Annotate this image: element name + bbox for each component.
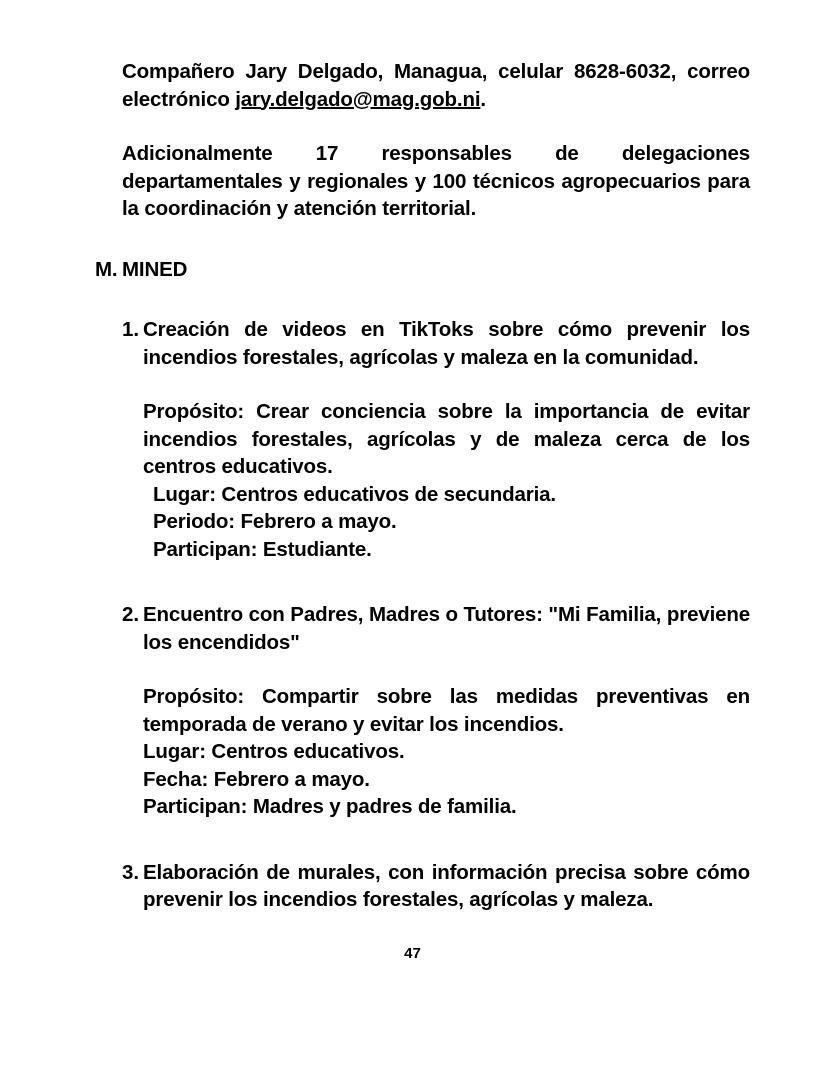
- item-details: [143, 738, 750, 821]
- spacer: [95, 113, 750, 140]
- item-purpose: Propósito: Crear conciencia sobre la importancia de evitar incendios forestales, agrícolas y de maleza cerca de los centros educativos.: [143, 400, 750, 478]
- spacer: [95, 656, 750, 683]
- additional-paragraph: Adicionalmente 17 responsables de delegaciones departamentales y regionales y 100 técnicos agropecuarios para la coordinación y atención territorial.: [122, 142, 750, 220]
- item-purpose: Propósito: Compartir sobre las medidas preventivas en temporada de verano y evitar los incendios.: [143, 685, 750, 736]
- spacer: [95, 283, 750, 316]
- list-item-marker: 3.: [122, 860, 140, 884]
- contact-prefix: correo electrónico: [122, 60, 751, 111]
- contact-line-1: Compañero Jary Delgado, Managua, celular 8628-6032,: [122, 60, 677, 83]
- detail-line-participan: Participan: Estudiante.: [153, 537, 372, 561]
- detail-line-periodo: Periodo: Febrero a mayo.: [153, 510, 397, 533]
- list-item-text: Encuentro con Padres, Madres o Tutores: "Mi Familia, previene los encendidos": [143, 603, 750, 654]
- detail-line-participan: Participan: Madres y padres de familia.: [143, 795, 517, 818]
- list-item-marker: 2.: [122, 603, 140, 626]
- detail-line-lugar: Lugar: Centros educativos.: [143, 740, 405, 763]
- contact-suffix: .: [480, 87, 486, 111]
- section-marker: M.: [95, 257, 118, 281]
- section-heading-mined: [95, 256, 750, 284]
- list-item-text: Elaboración de murales, con información precisa sobre cómo prevenir los incendios forestales, agrícolas y maleza.: [143, 860, 750, 911]
- spacer: [95, 371, 750, 398]
- spacer: [95, 821, 750, 859]
- spacer: [95, 563, 750, 601]
- detail-line-fecha: Fecha: Febrero a mayo.: [143, 767, 370, 791]
- contact-paragraph: [122, 58, 750, 113]
- spacer: [95, 223, 750, 256]
- page-number: 47: [404, 945, 421, 962]
- section-title: MINED: [122, 257, 188, 281]
- detail-line-lugar: Lugar: Centros educativos de secundaria.: [153, 482, 556, 506]
- list-item-marker: 1.: [122, 318, 140, 341]
- page-content: [95, 58, 750, 914]
- email-link[interactable]: jary.delgado@mag.gob.ni: [235, 87, 481, 111]
- item-details: [153, 481, 750, 564]
- list-item: [122, 316, 750, 371]
- list-item: [122, 859, 750, 914]
- list-item: [122, 601, 750, 656]
- list-item-text: Creación de videos en TikToks sobre cómo prevenir los incendios forestales, agrícolas y maleza en la comunidad.: [143, 318, 750, 369]
